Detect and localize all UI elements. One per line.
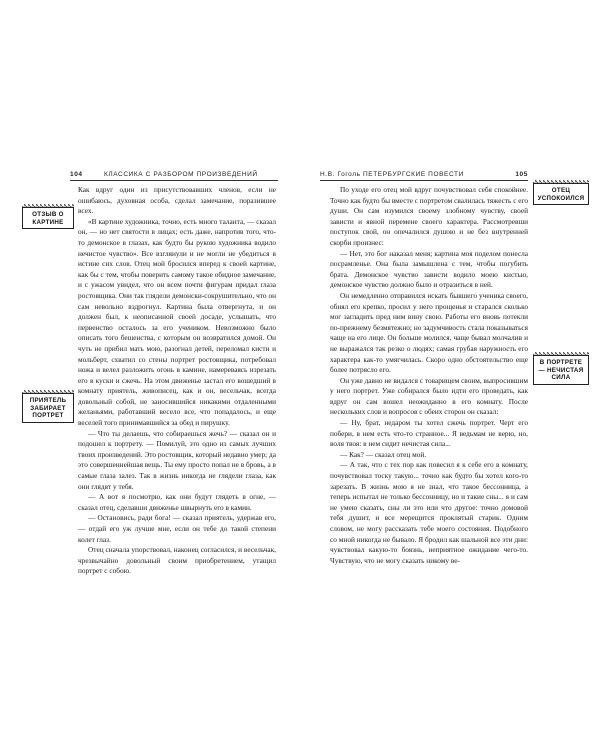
right-text-column [330,185,528,566]
paragraph: — Как? — сказал отец мой. [340,449,427,459]
paragraph: Отец сначала упорствовал, наконец согласился, и весельчак, чрезвычайно довольный своим приобретением, утащил портрет с собою. [78,545,276,576]
paragraph: — Остановись, ради бога! — сказал приятель, удержав его, — отдай его уж лучше мне, если он тебе до такой степени колет глаз. [78,513,276,544]
left-running-head [70,170,278,181]
paragraph: — А вот я посмотрю, как они будут глядеть в огне, — сказал отец, сделавши движенье швырнуть его в камин. [78,492,276,512]
margin-note-review: ОТЗЫВ О КАРТИНЕ [22,207,74,229]
page-number-right: 105 [515,171,528,178]
paragraph: Он уже давно не видался с товарищем своим, выпросившим у него портрет. Уже собирался было идти его проведать, как вдруг он сам вошел неожиданно в его комнату. После нескольких слов и вопросов с обеих сторон он сказал: [330,375,528,417]
paragraph: По уходе его отец мой вдруг почувствовал себя спокойнее. Точно как будто бы вместе с портретом свалилась тяжесть с его души. Он сам изумился своему злобному чувству, своей зависти и явной перемене своего характера. Рассмотревши поступок свой, он опечалился душою и не без внутренней скорби произнес: [330,185,528,247]
right-page [300,0,600,750]
paragraph: Он немедленно отправился искать бывшего ученика своего, обнял его крепко, просил у него прощенья и старался сколько мог загладить пред ним вину свою. Работы его вновь потекли по-прежнему безмятежно; но задумчивость стала показываться чаще на его лице. Он больше молился, чаще бывал молчалив и не выражался так резко о людях; самая грубая наружность его характера как-то умягчилась. Скоро одно обстоятельство еще более потрясло его. [330,290,528,375]
running-title-right: Н.В. Гоголь ПЕТЕРБУРГСКИЕ ПОВЕСТИ [320,171,464,178]
right-running-head [320,170,528,181]
margin-note-father-calmed: ОТЕЦ УСПОКОИЛСЯ [533,183,589,205]
paragraph: — Ну, брат, недаром ты хотел сжечь портрет. Черт его побери, в нем есть что-то странное... Я ведьмам не верю, но, воля твоя: в нем сидит нечистая сила... [330,418,528,449]
paragraph: «В картине художника, точно, есть много таланта, — сказал он, — но нет святости в лицах; есть даже, напротив того, что-то демонское в глазах, как будто бы рукою художника водило нечистое чувство». Все взглянули и не могли не убедиться в истине сих слов. Отец мой бросился вперед к своей картине, как бы с тем, чтобы поверить самому такое обидное замечание, и с ужасом увидел, что он всем почти фигурам придал глаза ростовщика. Они так глядели демонски-сокрушительно, что он сам невольно вздрогнул. Картина была отвергнута, и он должен был, к неописанной своей досаде, услышать, что первенство осталось за его учеником. Невозможно было описать того бешенства, с которым он возвратился домой. Он чуть не прибил мать мою, разогнал детей, переломал кисти и мольберт, схватил со стены портрет ростовщика, потребовал ножа и велел разложить огонь в камине, намереваясь изрезать его в куски и сжечь. На этом движенье застал его вошедший в комнату приятель, живописец, как и он, весельчак, всегда довольный собой, не заносившийся никакими отдаленными желаньями, работавший весело все, что попадалось, и еще веселей того принимавшийся за обед и пирушку. [78,216,276,428]
paragraph: — А так, что с тех пор как повесил я к себе его в комнату, почувствовал тоску такую... точно как будто бы хотел кого-то зарезать. В жизнь мою я не знал, что такое бессонница, а теперь испытал не только бессонницу, но и такие сны... я и сам не умею сказать, сны ли это или что другое: точно домовой тебя душит, и все мерещится проклятый старик. Одним словом, не могу рассказать тебе моего состояния. Подобного со мной никогда не бывало. Я бродил как шальной все эти дни: чувствовал какую-то боязнь, неприятное ожидание чего-то. Чувствую, что не могу сказать никому ве- [330,460,528,565]
running-title-left: КЛАССИКА С РАЗБОРОМ ПРОИЗВЕДЕНИЙ [104,171,258,178]
left-text-column [78,185,276,577]
margin-note-friend-takes-portrait: ПРИЯТЕЛЬ ЗАБИРАЕТ ПОРТРЕТ [22,393,74,423]
paragraph: — Нет, это бог наказал меня; картина моя поделом понесла посрамленье. Она была замышлена с тем, чтобы погубить брата. Демонское чувство зависти водило моею кистью, демонское чувство должно было и отразиться в ней. [330,248,528,290]
page-number-left: 104 [70,171,83,178]
paragraph: Как вдруг один из присутствовавших членов, если не ошибаюсь, духовная особа, сделал замечание, поразившее всех. [78,185,276,216]
paragraph: — Что ты делаешь, что собираешься жечь? — сказал он и подошел к портрету. — Помилуй, это одно из самых лучших твоих произведений. Это ростовщик, который недавно умер; да это совершеннейшая вещь. Ты ему просто попал не в бровь, а в самые глаза залез. Так в жизнь никогда не глядели глаза, как они глядят у тебя. [78,428,276,491]
margin-note-unclean-force: В ПОРТРЕТЕ — НЕЧИСТАЯ СИЛА [533,355,589,385]
